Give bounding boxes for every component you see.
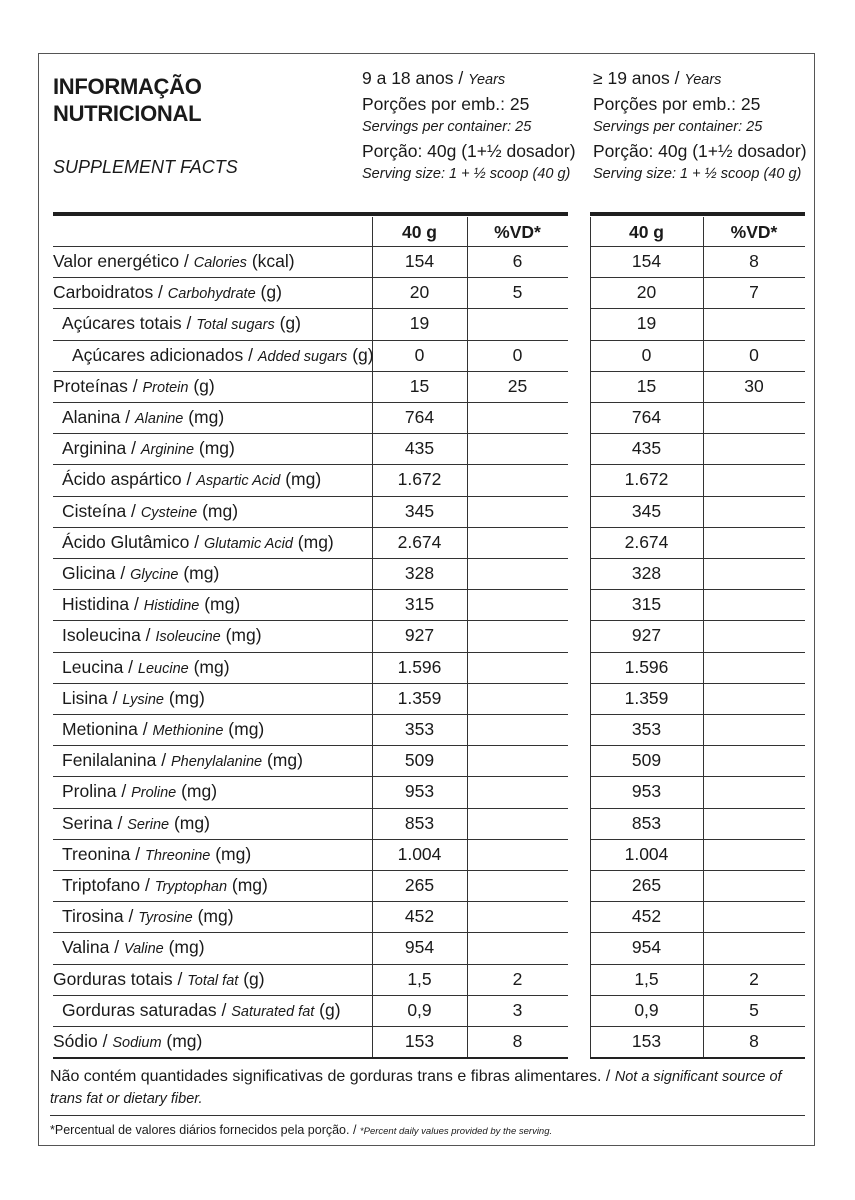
- amount-value: 345: [404, 500, 435, 521]
- row-divider: [53, 402, 568, 403]
- row-divider: [53, 558, 568, 559]
- servings-per-container-en: Servings per container: 25: [593, 119, 763, 135]
- amount-value: 1.672: [624, 469, 669, 490]
- row-divider: [53, 1057, 568, 1059]
- nutrient-label: Lisina / Lysine (mg): [62, 687, 205, 708]
- row-divider: [53, 745, 568, 746]
- footnote-divider: [50, 1115, 805, 1116]
- servings-per-container: Porções por emb.: 25: [593, 93, 761, 114]
- servings-per-container: Porções por emb.: 25: [362, 93, 530, 114]
- column-divider: [467, 217, 468, 1057]
- amount-value: 265: [631, 875, 662, 895]
- row-divider: [53, 246, 568, 247]
- amount-value: 2.674: [624, 531, 669, 552]
- amount-value: 853: [631, 812, 662, 833]
- nutrient-label: Açúcares totais / Total sugars (g): [62, 313, 301, 334]
- amount-value: 20: [636, 282, 657, 303]
- amount-value: 20: [409, 282, 430, 303]
- nutrient-label: Carboidratos / Carbohydrate (g): [53, 282, 282, 303]
- row-divider: [590, 496, 805, 497]
- row-divider: [590, 308, 805, 309]
- row-divider: [53, 371, 568, 372]
- amount-value: 2.674: [397, 531, 442, 552]
- row-divider: [590, 246, 805, 247]
- row-divider: [53, 714, 568, 715]
- row-divider: [590, 964, 805, 965]
- amount-value: 1.596: [624, 656, 669, 677]
- amount-value: 1.004: [624, 843, 669, 864]
- nutrient-label: Isoleucina / Isoleucine (mg): [62, 625, 262, 646]
- serving-size-en: Serving size: 1 + ½ scoop (40 g): [362, 166, 571, 182]
- nutrient-label: Fenilalanina / Phenylalanine (mg): [62, 750, 303, 771]
- row-divider: [590, 433, 805, 434]
- row-divider: [590, 714, 805, 715]
- amount-value: 1.359: [397, 687, 442, 708]
- row-divider: [590, 464, 805, 465]
- amount-value: 452: [631, 906, 662, 927]
- amount-value: 0: [414, 344, 425, 365]
- amount-value: 509: [404, 750, 435, 771]
- row-divider: [590, 1057, 805, 1059]
- amount-value: 154: [404, 251, 435, 271]
- row-divider: [53, 776, 568, 777]
- row-divider: [590, 932, 805, 933]
- nutrient-label: Ácido aspártico / Aspartic Acid (mg): [62, 469, 322, 490]
- row-divider: [590, 901, 805, 902]
- row-divider: [53, 308, 568, 309]
- nutrient-label: Valor energético / Calories (kcal): [53, 251, 295, 271]
- nutrient-label: Sódio / Sodium (mg): [53, 1031, 203, 1051]
- nutrient-label: Gorduras saturadas / Saturated fat (g): [62, 999, 341, 1020]
- dv-value: 2: [749, 968, 759, 989]
- amount-value: 1,5: [407, 968, 432, 989]
- row-divider: [590, 652, 805, 653]
- dv-value: 5: [749, 999, 759, 1020]
- column-header-19-plus: [593, 67, 807, 187]
- row-divider: [53, 1026, 568, 1027]
- row-divider: [53, 620, 568, 621]
- dv-value: 8: [749, 1031, 759, 1051]
- amount-value: 853: [404, 812, 435, 833]
- amount-value: 315: [631, 594, 662, 615]
- column-header-9-18: [362, 67, 576, 187]
- footnote-daily-values: *Percentual de valores diários fornecidos pela porção. / *Percent daily values provided by the serving.: [50, 1123, 553, 1137]
- dv-value: 2: [512, 968, 523, 989]
- row-divider: [53, 932, 568, 933]
- row-divider: [53, 808, 568, 809]
- col-header-amount: 40 g: [628, 222, 665, 242]
- amount-value: 153: [404, 1031, 435, 1051]
- row-divider: [590, 839, 805, 840]
- row-divider: [590, 558, 805, 559]
- amount-value: 15: [409, 375, 430, 396]
- amount-value: 1,5: [634, 968, 659, 989]
- amount-value: 19: [409, 313, 430, 334]
- amount-value: 353: [631, 719, 662, 739]
- amount-value: 0: [641, 344, 652, 365]
- row-divider: [53, 901, 568, 902]
- serving-size: Porção: 40g (1+½ dosador): [593, 140, 807, 161]
- nutrient-label: Glicina / Glycine (mg): [62, 563, 220, 583]
- column-divider: [703, 217, 704, 1057]
- amount-value: 953: [631, 781, 662, 802]
- col-header-amount: 40 g: [401, 222, 438, 242]
- amount-value: 1.004: [397, 843, 442, 864]
- nutrient-label: Proteínas / Protein (g): [53, 375, 215, 396]
- row-divider: [590, 402, 805, 403]
- amount-value: 764: [631, 407, 662, 427]
- footnote-trans-fat: Não contém quantidades significativas de gorduras trans e fibras alimentares. / Not a significant source of trans fat or dietary fiber.: [50, 1068, 782, 1107]
- serving-size-en: Serving size: 1 + ½ scoop (40 g): [593, 166, 802, 182]
- nutrient-label: Valina / Valine (mg): [62, 937, 205, 958]
- row-divider: [590, 277, 805, 278]
- amount-value: 154: [631, 251, 662, 271]
- amount-value: 328: [404, 563, 435, 583]
- nutrient-label: Serina / Serine (mg): [62, 812, 210, 833]
- serving-size: Porção: 40g (1+½ dosador): [362, 140, 576, 161]
- row-divider: [590, 745, 805, 746]
- row-divider: [53, 433, 568, 434]
- amount-value: 953: [404, 781, 435, 802]
- amount-value: 435: [631, 438, 662, 459]
- row-divider: [53, 496, 568, 497]
- amount-value: 345: [631, 500, 662, 521]
- row-divider: [590, 808, 805, 809]
- row-divider: [590, 589, 805, 590]
- dv-value: 25: [507, 375, 528, 396]
- label-subtitle: SUPPLEMENT FACTS: [53, 157, 238, 177]
- row-divider: [53, 589, 568, 590]
- amount-value: 435: [404, 438, 435, 459]
- age-range: ≥ 19 anos / Years: [593, 68, 722, 88]
- dv-value: 8: [512, 1031, 523, 1051]
- amount-value: 927: [404, 625, 435, 646]
- col-header-dv: %VD*: [730, 222, 778, 242]
- amount-value: 315: [404, 594, 435, 615]
- nutrient-label: Tirosina / Tyrosine (mg): [62, 906, 234, 927]
- amount-value: 1.359: [624, 687, 669, 708]
- row-divider: [590, 527, 805, 528]
- amount-value: 265: [404, 875, 435, 895]
- row-divider: [590, 340, 805, 341]
- nutrient-label: Gorduras totais / Total fat (g): [53, 968, 265, 989]
- amount-value: 927: [631, 625, 662, 646]
- nutrient-label: Histidina / Histidine (mg): [62, 594, 241, 615]
- amount-value: 0,9: [634, 999, 659, 1020]
- amount-value: 1.672: [397, 469, 442, 490]
- nutrient-label: Ácido Glutâmico / Glutamic Acid (mg): [62, 531, 334, 552]
- dv-value: 7: [749, 282, 759, 303]
- label-title: INFORMAÇÃO NUTRICIONAL: [53, 74, 202, 126]
- nutrient-label: Açúcares adicionados / Added sugars (g): [72, 344, 374, 365]
- dv-value: 30: [744, 375, 764, 396]
- amount-value: 19: [636, 313, 657, 334]
- nutrient-label: Alanina / Alanine (mg): [62, 407, 225, 427]
- amount-value: 153: [631, 1031, 662, 1051]
- servings-per-container-en: Servings per container: 25: [362, 119, 532, 135]
- amount-value: 764: [404, 407, 435, 427]
- dv-value: 3: [512, 999, 523, 1020]
- row-divider: [590, 683, 805, 684]
- row-divider: [590, 870, 805, 871]
- table-top-bar-right: [590, 212, 805, 216]
- row-divider: [53, 464, 568, 465]
- nutrient-label: Prolina / Proline (mg): [62, 781, 218, 802]
- amount-value: 0,9: [407, 999, 432, 1020]
- amount-value: 954: [631, 937, 662, 958]
- table-top-bar-left: [53, 212, 568, 216]
- dv-value: 0: [512, 344, 523, 365]
- row-divider: [53, 964, 568, 965]
- nutrient-label: Leucina / Leucine (mg): [62, 656, 230, 677]
- amount-value: 509: [631, 750, 662, 771]
- row-divider: [590, 776, 805, 777]
- dv-value: 6: [512, 251, 523, 271]
- nutrient-label: Arginina / Arginine (mg): [62, 438, 235, 459]
- dv-value: 5: [512, 282, 523, 303]
- row-divider: [53, 277, 568, 278]
- row-divider: [53, 652, 568, 653]
- row-divider: [590, 620, 805, 621]
- amount-value: 1.596: [397, 656, 442, 677]
- row-divider: [53, 340, 568, 341]
- amount-value: 452: [404, 906, 435, 927]
- row-divider: [590, 1026, 805, 1027]
- row-divider: [53, 995, 568, 996]
- row-divider: [590, 995, 805, 996]
- row-divider: [53, 527, 568, 528]
- nutrient-label: Treonina / Threonine (mg): [62, 843, 252, 864]
- col-header-dv: %VD*: [494, 222, 541, 242]
- row-divider: [53, 683, 568, 684]
- amount-value: 353: [404, 719, 435, 739]
- nutrient-label: Metionina / Methionine (mg): [62, 719, 265, 739]
- row-divider: [53, 870, 568, 871]
- age-range: 9 a 18 anos / Years: [362, 68, 506, 88]
- amount-value: 15: [636, 375, 657, 396]
- row-divider: [53, 839, 568, 840]
- row-divider: [590, 371, 805, 372]
- amount-value: 328: [631, 563, 662, 583]
- nutrient-label: Triptofano / Tryptophan (mg): [62, 875, 268, 895]
- nutrient-label: Cisteína / Cysteine (mg): [62, 500, 239, 521]
- amount-value: 954: [404, 937, 435, 958]
- dv-value: 0: [749, 344, 759, 365]
- dv-value: 8: [749, 251, 759, 271]
